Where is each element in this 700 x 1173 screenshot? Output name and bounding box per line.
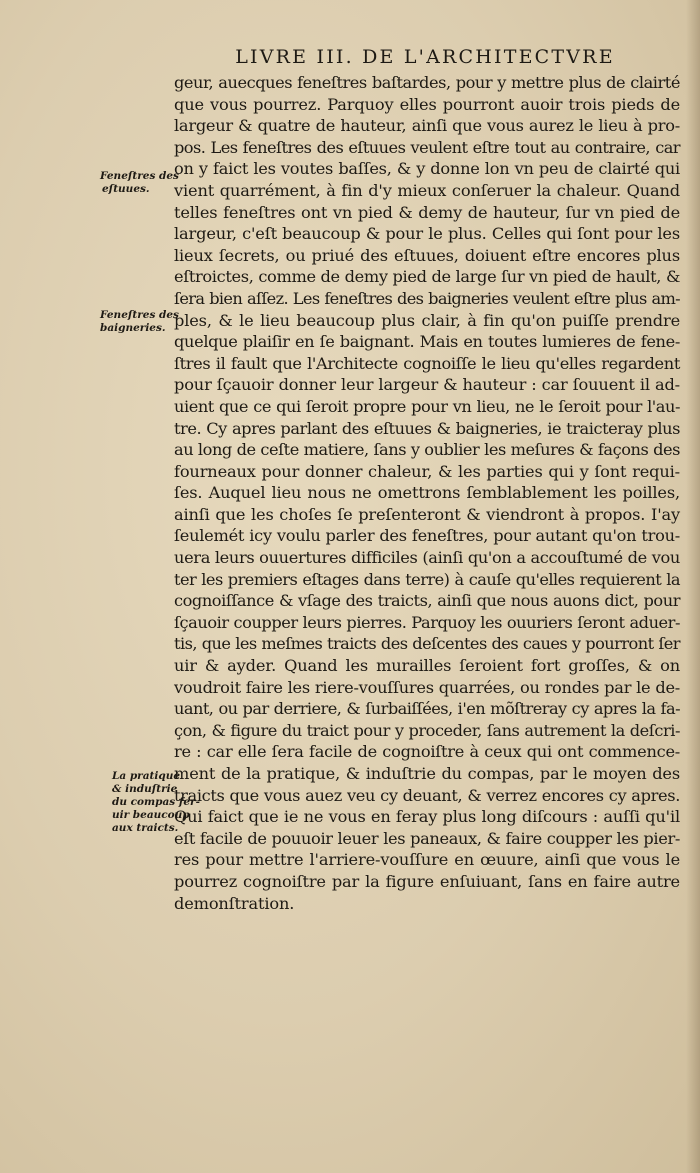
- text-line: eſt facile de pouuoir leuer les paneaux, & faire coupper les pier-: [174, 828, 680, 848]
- text-line: res pour mettre l'arriere-vouſſure en œuure, ainſi que vous le: [174, 850, 680, 870]
- margin-note-feneſtres-estuues: [100, 170, 180, 196]
- text-line: ſes. Auquel lieu nous ne omettrons ſemblablement les poilles,: [174, 483, 680, 503]
- text-line: ſeulemét icy voulu parler des feneſtres, pour autant qu'on trou-: [174, 526, 680, 546]
- text-line: uant, ou par derriere, & ſurbaiſſées, i'en mõſtreray cy apres la fa-: [174, 699, 680, 719]
- text-line: uera leurs ouuertures difficiles (ainſi qu'on a accouſtumé de vou: [174, 548, 680, 568]
- margin-note-line: uir beaucoup: [112, 809, 190, 821]
- text-line: lieux ſecrets, ou priué des eſtuues, doiuent eſtre encores plus: [174, 245, 680, 265]
- text-line: uir & ayder. Quand les murailles ſeroient fort groſſes, & on: [174, 656, 680, 676]
- text-line: fourneaux pour donner chaleur, & les parties qui y ſont requi-: [174, 461, 680, 481]
- text-line: largeur, c'eſt beaucoup & pour le plus. Celles qui ſont pour les: [174, 224, 680, 244]
- margin-note-line: du compas ſer-: [112, 796, 200, 808]
- text-line: ſera bien aſſez. Les feneſtres des baigneries veulent eſtre plus am-: [174, 288, 680, 308]
- text-line: pour ſçauoir donner leur largeur & hauteur : car ſouuent il ad-: [174, 375, 680, 395]
- text-line: largeur & quatre de hauteur, ainſi que vous aurez le lieu à pro-: [174, 116, 680, 136]
- margin-note-line: aux traicts.: [112, 822, 179, 834]
- text-line: ples, & le lieu beaucoup plus clair, à fin qu'on puiſſe prendre: [174, 310, 680, 330]
- running-head: LIVRE III. DE L'ARCHITECTVRE: [235, 46, 615, 68]
- text-line: pos. Les feneſtres des eſtuues veulent eſtre tout au contraire, car: [174, 137, 680, 157]
- text-line: eſtroictes, comme de demy pied de large ſur vn pied de hault, &: [174, 267, 680, 287]
- text-line: cognoiſſance & vſage des traicts, ainſi que nous auons dict, pour: [174, 591, 680, 611]
- text-line: ſtres il fault que l'Architecte cognoiſſe le lieu qu'elles regardent: [174, 353, 680, 373]
- text-line: traicts que vous auez veu cy deuant, & verrez encores cy apres.: [174, 785, 680, 805]
- text-line: re : car elle ſera facile de cognoiſtre à ceux qui ont commence-: [174, 742, 680, 762]
- text-line: geur, auecques feneſtres baſtardes, pour y mettre plus de clairté: [174, 73, 680, 92]
- text-line: ſçauoir coupper leurs pierres. Parquoy les ouuriers ſeront aduer-: [174, 612, 680, 632]
- margin-note-line: baigneries.: [100, 322, 166, 334]
- text-line-last: demonſtration.: [174, 893, 295, 913]
- text-line: ter les premiers eſtages dans terre) à cauſe qu'elles requierent la: [174, 569, 680, 589]
- text-line: vient quarrément, à fin d'y mieux conſeruer la chaleur. Quand: [174, 180, 680, 200]
- text-line: tre. Cy apres parlant des eſtuues & baigneries, ie traicteray plus: [174, 418, 680, 438]
- margin-note-line: Feneſtres des: [100, 170, 179, 182]
- text-line: Qui faict que ie ne vous en feray plus long diſcours : auſſi qu'il: [174, 807, 680, 827]
- text-line: pourrez cognoiſtre par la figure enſuiuant, ſans en faire autre: [174, 871, 680, 891]
- text-line: au long de ceſte matiere, ſans y oublier les meſures & façons des: [174, 440, 680, 460]
- text-line: quelque plaiſir en ſe baignant. Mais en toutes lumieres de fene-: [174, 332, 680, 352]
- text-line: tis, que les meſmes traicts des deſcentes des caues y pourront ſer: [174, 634, 680, 654]
- body-text: [174, 72, 680, 914]
- text-line: uient que ce qui ſeroit propre pour vn lieu, ne le ſeroit pour l'au-: [174, 396, 680, 416]
- text-line: que vous pourrez. Parquoy elles pourront auoir trois pieds de: [174, 94, 680, 114]
- text-line: voudroit faire les riere-vouſſures quarrées, ou rondes par le de-: [174, 677, 680, 697]
- text-line: ment de la pratique, & induſtrie du compas, par le moyen des: [174, 764, 680, 783]
- text-line: çon, & figure du traict pour y proceder, ſans autrement la deſcri-: [174, 720, 680, 740]
- margin-note-line: La pratique: [112, 770, 181, 782]
- margin-note-line: Feneſtres des: [100, 309, 179, 321]
- text-line: ainſi que les choſes ſe preſenteront & viendront à propos. I'ay: [174, 504, 680, 524]
- margin-note-line: eſtuues.: [102, 183, 150, 195]
- margin-note-line: & induſtrie: [112, 783, 178, 795]
- page-edge-shadow: [686, 0, 700, 1173]
- text-line: on y faict les voutes baſſes, & y donne lon vn peu de clairté qui: [174, 159, 680, 179]
- margin-note-feneſtres-baigneries: [100, 309, 180, 335]
- text-line: telles feneſtres ont vn pied & demy de hauteur, ſur vn pied de: [174, 202, 680, 222]
